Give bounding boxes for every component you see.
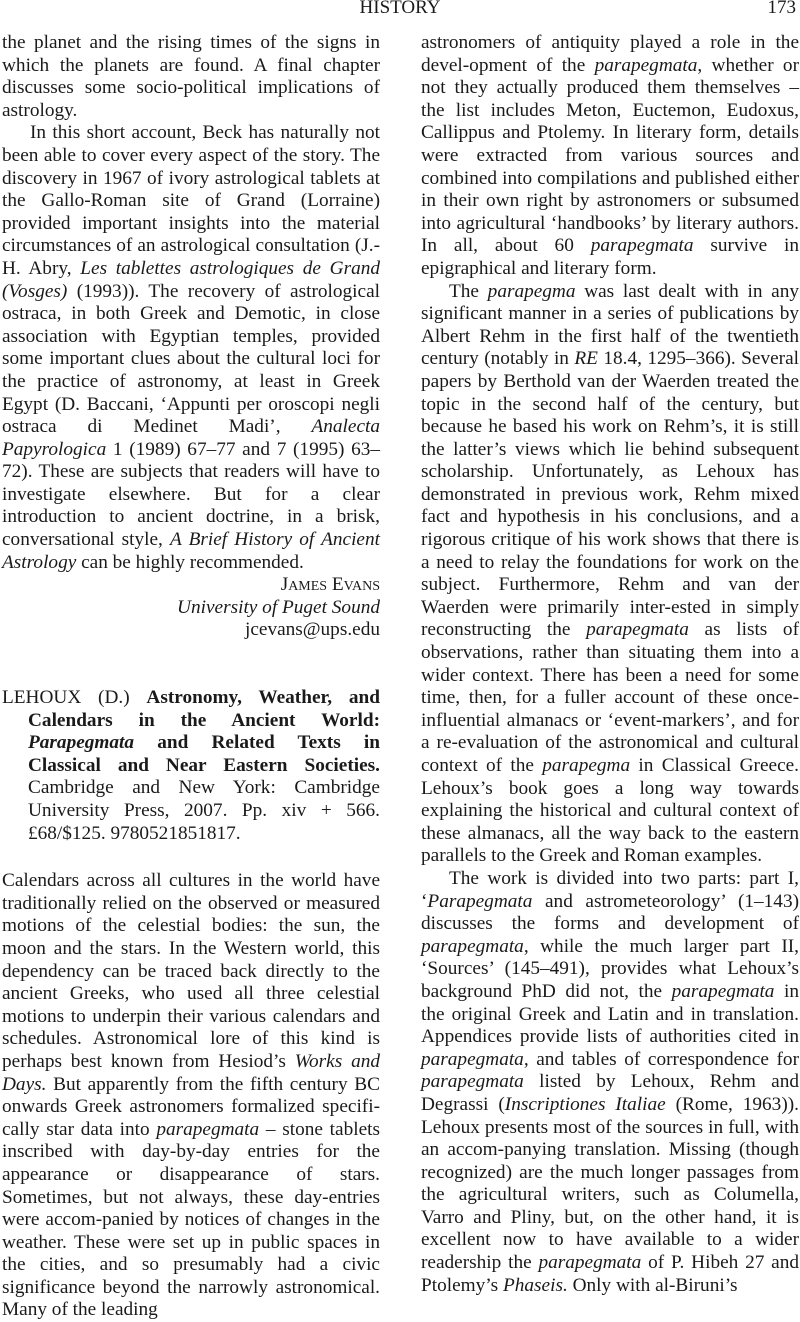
title-part: and Related Texts in Classical and Near Eastern Societies. xyxy=(28,732,380,776)
text: can be highly recommended. xyxy=(76,551,304,573)
section-title: HISTORY xyxy=(359,0,441,18)
text: In this short account, Beck has naturally not been able to cover every aspect of the story. The discovery in 1967 of ivory astrological tablets at the Gallo-Roman site of Grand (Lorraine) provided important insights into the material circumstances of an astrological consultation (J.-H. Abry, xyxy=(2,122,380,279)
journal-abbrev: RE xyxy=(574,348,598,370)
term: parapegmata xyxy=(586,619,689,641)
text: (1993)). The recovery of astrological ostraca, in both Greek and Demotic, in close association with Egyptian temples, provided some important clues about the cultural loci for the practice of astronomy, at least in Greek Egypt (D. Baccani, ‘Appunti per oroscopi negli ostraca di Medinet Madi’, xyxy=(2,280,380,438)
text: in Classical Greece. Lehoux’s book goes a long way towards explaining the historical and cultural context of these almanacs, all the way back to the eastern parallels to the Greek and Roman examples. xyxy=(421,755,799,867)
text: , whether or not they actually produced them themselves – the list includes Meton, Euctemon, Eudoxus, Callippus and Ptolemy. In literary form, details were extracted from various sources and combined into compilations and published either in their own right by astronomers or subsumed into agricultural ‘handbooks’ by literary authors. In all, about 60 xyxy=(421,54,799,257)
text: (Rome, 1963)). Lehoux presents most of the sources in full, with an accom-panying translation. Missing (though recognized) are the much longer passages from the agricultural writers, such as Columella, Varro and Pliny, but, on the other hand, it is excellent now to have available to a wider readership the xyxy=(421,1093,799,1274)
book-title: Works and Days. xyxy=(2,1050,380,1095)
affiliation-text: University of Puget Sound xyxy=(177,596,380,618)
text: , while the much larger part II, ‘Sources’ (145–491), provides what Lehoux’s background PhD did not, the xyxy=(421,935,799,1002)
paragraph xyxy=(2,870,380,1322)
paragraph xyxy=(2,32,380,122)
journal-title: Analecta Papyrologica xyxy=(2,416,380,460)
text: survive in epigraphical and literary form. xyxy=(421,235,799,279)
term: Parapegmata xyxy=(427,890,533,912)
term: parapegma xyxy=(487,280,576,302)
text: was last dealt with in any significant manner in a series of publications by Albert Rehm in the first half of the twentieth century (notably in xyxy=(421,280,799,370)
text: Only with al-Biruni’s xyxy=(567,1274,738,1296)
page-number: 173 xyxy=(767,0,796,18)
running-head xyxy=(0,0,800,22)
review-heading xyxy=(2,687,380,845)
term: parapegmata xyxy=(590,235,694,257)
reviewer-name: James Evans xyxy=(280,574,380,596)
text: 1 (1989) 67–77 and 7 (1995) 63–72). These are subjects that readers will have to investigate elsewhere. But for a clear introduction to ancient doctrine, in a brisk, conversational style, xyxy=(2,438,380,551)
term: parapegmata xyxy=(671,980,775,1002)
paragraph xyxy=(421,868,799,1297)
text: , and tables of correspondence for xyxy=(523,1048,799,1070)
book-title: A Brief History of Ancient Astrology xyxy=(2,529,380,573)
text: 18.4, 1295–366). Several papers by Berthold van der Waerden treated the topic in the second half of the century, but because he based his work on Rehm’s, it is still the latter’s views which lie behind subsequent scholarship. Unfortunately, as Lehoux has demonstrated in previous work, Rehm mixed fact and hypothesis in his conclusions, and a rigorous critique of his work shows that there is a need to relay the foundations for work on the subject. Furthermore, Rehm and van der Waerden were primarily inter-ested in simply reconstructing the xyxy=(421,348,799,641)
term: parapegmata xyxy=(594,54,698,76)
text: in the original Greek and Latin and in translation. Appendices provide lists of authorities cited in xyxy=(421,980,799,1048)
publication-details: Cambridge and New York: Cambridge University Press, 2007. Pp. xiv + 566. £68/$125. 9780521851817. xyxy=(28,777,380,844)
text: the planet and the rising times of the signs in which the planets are found. A final chapter discusses some socio-political implications of astrology. xyxy=(2,32,380,121)
term: parapegmata xyxy=(156,1118,260,1140)
book-author: LEHOUX (D.) xyxy=(2,687,147,709)
text: as lists of observations, rather than situating them into a wider context. There has been a need for some time, then, for a fuller account of these once-influential almanacs or ‘event-markers’, and for a re-evaluation of the astronomical and cultural context of the xyxy=(421,619,799,776)
book-title: Inscriptiones Italiae xyxy=(504,1093,666,1115)
left-column xyxy=(2,32,380,1322)
text: The work is divided into two parts: part I, ‘ xyxy=(421,867,799,912)
paragraph xyxy=(421,32,799,281)
title-part-italic: Parapegmata xyxy=(28,732,135,754)
reviewer-affiliation xyxy=(2,597,380,620)
text: and astrometeorology’ (1–143) discusses the forms and development of xyxy=(421,890,799,935)
book-title: Phaseis. xyxy=(502,1274,568,1296)
right-column xyxy=(421,32,799,1297)
term: parapegmata xyxy=(421,1048,524,1070)
text: The xyxy=(449,280,488,302)
term: parapegma xyxy=(542,755,631,776)
term: parapegmata xyxy=(421,1071,524,1093)
reviewer-signature xyxy=(2,574,380,642)
text: But apparently from the fifth century BC onwards Greek astronomers formalized specifi-cally star data into xyxy=(2,1073,380,1140)
text: astronomers of antiquity played a role in the devel-opment of the xyxy=(421,32,799,76)
paragraph xyxy=(2,122,380,574)
text: listed by Lehoux, Rehm and Degrassi ( xyxy=(421,1071,799,1115)
text: of P. Hibeh 27 and Ptolemy’s xyxy=(421,1252,800,1296)
text: – stone tablets inscribed with day-by-day entries for the appearance or disappearance of stars. Sometimes, but not always, these day-entries were accom-panied by notices of changes in the weather. These were set up in public spaces in the cities, and so presumably had a civic significance beyond the narrowly astronomical. Many of the leading xyxy=(2,1118,381,1321)
title-part: Astronomy, Weather, and Calendars in the Ancient World: xyxy=(28,687,380,731)
term: parapegmata xyxy=(421,935,524,957)
text: Calendars across all cultures in the world have traditionally relied on the observed or measured motions of the celestial bodies: the sun, the moon and the stars. In the Western world, this dependency can be traced back directly to the ancient Greeks, who used all three celestial motions to underpin their various calendars and schedules. Astronomical lore of this kind is perhaps best known from Hesiod’s xyxy=(2,870,380,1072)
term: parapegmata xyxy=(538,1252,642,1274)
reviewer-email: jcevans@ups.edu xyxy=(244,619,380,641)
paragraph xyxy=(421,281,799,868)
book-title: Les tablettes astrologiques de Grand (Vosges) xyxy=(2,257,381,302)
